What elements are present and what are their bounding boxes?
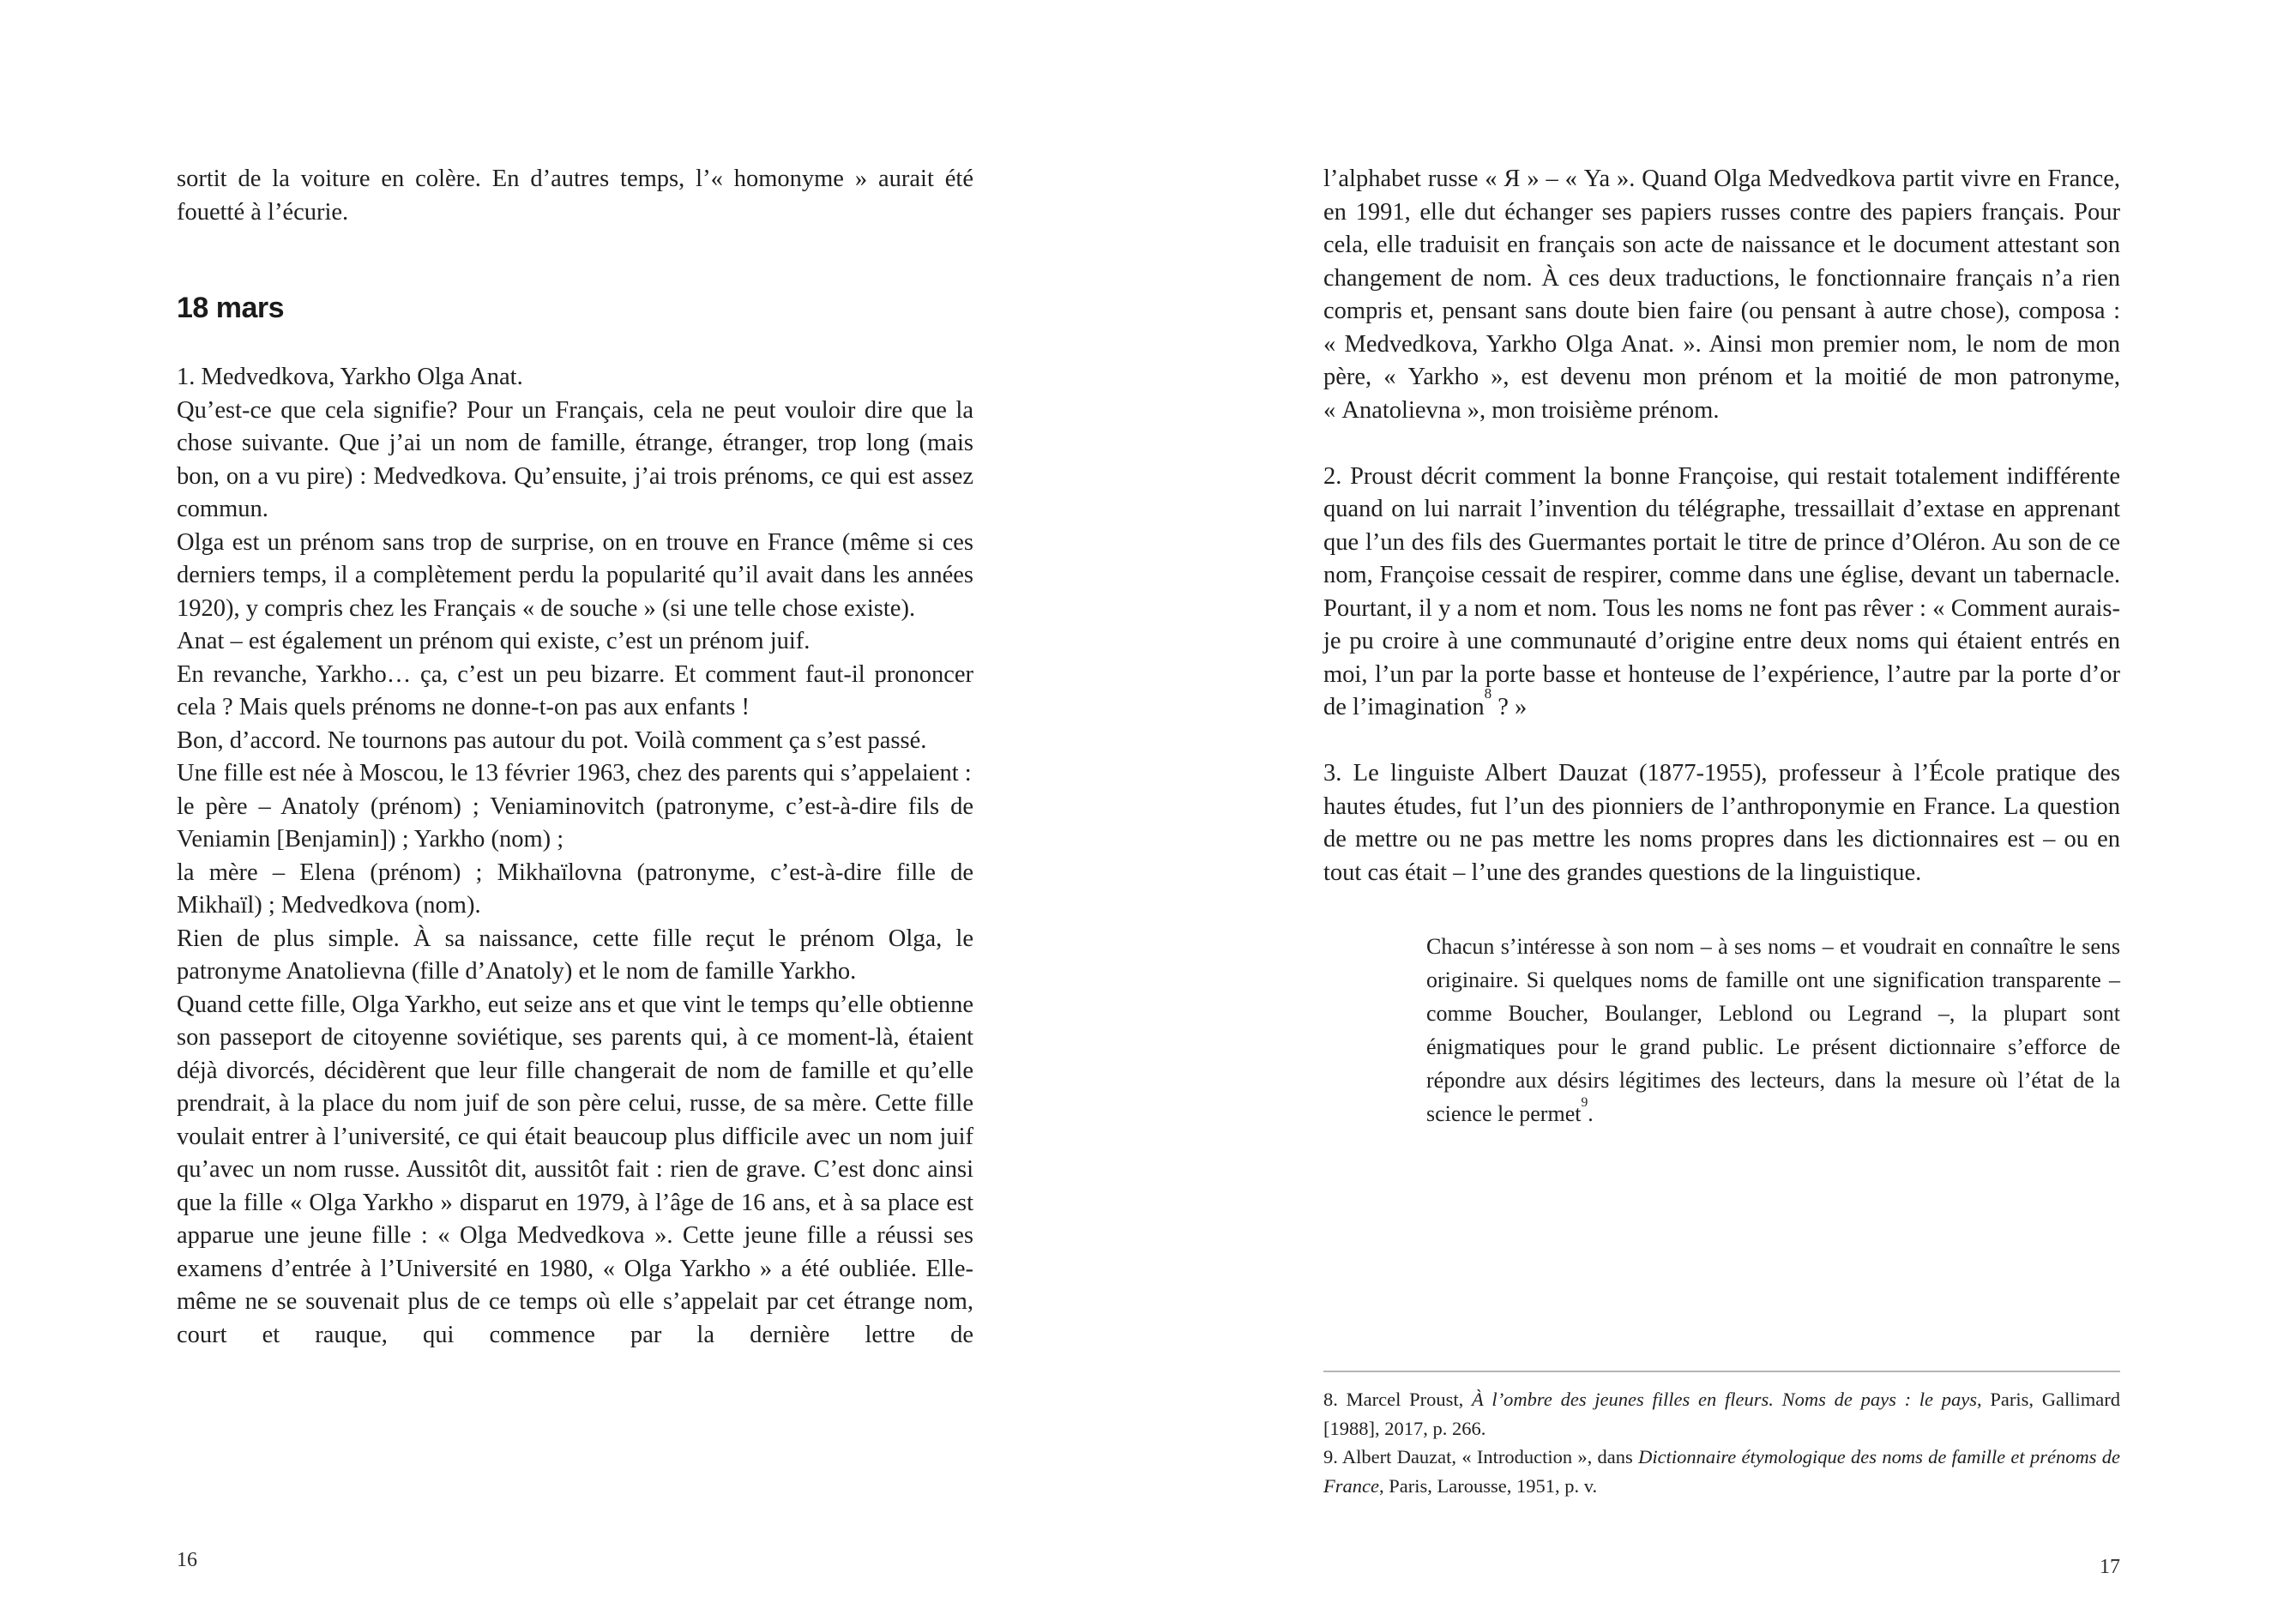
body-paragraph: 1. Medvedkova, Yarkho Olga Anat. — [177, 364, 523, 390]
quote-text: . — [1588, 1101, 1594, 1126]
page-right — [1323, 163, 2120, 1497]
body-paragraph: Rien de plus simple. À sa naissance, cette fille reçut le prénom Olga, le patronyme Anatolievna (fille d’Anatoly) et le nom de famille Yarkho. — [177, 925, 973, 985]
page-number-right: 17 — [2100, 1556, 2120, 1578]
body-paragraph: Une fille est née à Moscou, le 13 février 1963, chez des parents qui s’appelaient : — [177, 760, 972, 786]
footnote-title: Dictionnaire étymologique des noms de famille et prénoms de France — [1323, 1446, 2120, 1497]
body-paragraph — [1323, 461, 2120, 725]
quote-text: Chacun s’intéresse à son nom – à ses noms – et voudrait en connaître le sens originaire. Si quelques noms de famille ont une signification transparente – comme Boucher, Boulanger, Leblond ou Legrand –, la plupart sont énigmatiques pour le grand public. Le présent dictionnaire s’efforce de répondre aux désirs légitimes des lecteurs, dans la mesure où l’état de la science le permet — [1426, 934, 2120, 1126]
footnotes-block — [1323, 1371, 2120, 1500]
section-heading: 18 mars — [177, 292, 285, 324]
block-quote — [1426, 930, 2120, 1130]
body-paragraph: Qu’est-ce que cela signifie? Pour un Français, cela ne peut vouloir dire que la chose suivante. Que j’ai un nom de famille, étrange, étranger, trop long (mais bon, on a vu pire) : Medvedkova. Qu’ensuite, j’ai trois prénoms, ce qui est assez commun. — [177, 396, 973, 522]
paragraph-gap — [1323, 725, 2120, 758]
page-number-left: 16 — [177, 1549, 197, 1571]
footnote-tail: , Paris, Gallimard [1988], 2017, p. 266. — [1323, 1389, 2120, 1439]
footnote — [1323, 1385, 2120, 1443]
paragraph-gap — [1323, 427, 2120, 461]
paragraph-text: 2. Proust décrit comment la bonne Françoise, qui restait totalement indifférente quand on lui narrait l’invention du télégraphe, tressaillait d’extase en apprenant que l’un des fils des Guermantes portait le titre de prince d’Oléron. Au son de ce nom, Françoise cessait de respirer, comme dans une église, devant un tabernacle. Pourtant, il y a nom et nom. Tous les noms ne font pas rêver : « Comment aurais-je pu croire à une communauté d’origine entre deux noms qui étaient entrés en moi, l’un par la porte basse et honteuse de l’expérience, l’autre par la porte d’or de l’imagination — [1323, 462, 2120, 720]
footnote — [1323, 1443, 2120, 1500]
footnote-ref-9: 9 — [1581, 1094, 1588, 1110]
body-paragraph: l’alphabet russe « Я » – « Ya ». Quand Olga Medvedkova partit vivre en France, en 1991, elle dut échanger ses papiers russes contre des papiers français. Pour cela, elle traduisit en français son acte de naissance et le document attestant son changement de nom. À ces deux traductions, le fonctionnaire français n’a rien compris et, pensant sans doute bien faire (ou pensant à autre chose), composa : « Medvedkova, Yarkho Olga Anat. ». Ainsi mon premier nom, le nom de mon père, « Yarkho », est devenu mon prénom et la moitié de mon patronyme, « Anatolievna », mon troisième prénom. — [1323, 166, 2120, 424]
paragraph-text: ? » — [1491, 694, 1528, 720]
body-paragraph: 3. Le linguiste Albert Dauzat (1877-1955), professeur à l’École pratique des hautes études, fut l’un des pionniers de l’anthroponymie en France. La question de mettre ou ne pas mettre les noms propres dans les dictionnaires est – ou en tout cas était – l’une des grandes questions de la linguistique. — [1323, 760, 2120, 886]
body-paragraph: le père – Anatoly (prénom) ; Veniaminovitch (patronyme, c’est-à-dire fils de Veniamin [Benjamin]) ; Yarkho (nom) ; — [177, 792, 973, 853]
intro-paragraph: sortit de la voiture en colère. En d’autres temps, l’« homonyme » aurait été fouetté à l’écurie. — [177, 166, 973, 226]
body-paragraph: la mère – Elena (prénom) ; Mikhaïlovna (patronyme, c’est-à-dire fille de Mikhaïl) ; Medvedkova (nom). — [177, 859, 973, 919]
body-paragraph: Bon, d’accord. Ne tournons pas autour du pot. Voilà comment ça s’est passé. — [177, 726, 927, 754]
footnote-tail: , Paris, Larousse, 1951, p. v. — [1378, 1474, 1598, 1497]
continuation-paragraph: Quand cette fille, Olga Yarkho, eut seize ans et que vint le temps qu’elle obtienne son passeport de citoyenne soviétique, ses parents qui, à ce moment-là, étaient déjà divorcés, décidèrent que leur fille changerait de nom de famille et qu’elle prendrait, à la place du nom juif de son père celui, russe, de sa mère. Cette fille voulait entrer à l’université, ce qui était beaucoup plus difficile avec un nom juif qu’avec un nom russe. Aussitôt dit, aussitôt fait : rien de grave. C’est donc ainsi que la fille « Olga Yarkho » disparut en 1979, à l’âge de 16 ans, et à sa place est apparue une jeune fille : « Olga Medvedkova ». Cette jeune fille a réussi ses examens d’entrée à l’Université en 1980, « Olga Yarkho » a été oubliée. Elle-même ne se souvenait plus de ce temps où elle s’appelait par cet étrange nom, court et rauque, qui commence par la dernière lettre de — [177, 991, 973, 1348]
body-paragraph: Olga est un prénom sans trop de surprise, on en trouve en France (même si ces derniers temps, il a complètement perdu la popularité qu’il avait dans les années 1920), y compris chez les Français « de souche » (si une telle chose existe). — [177, 528, 973, 622]
footnote-title: À l’ombre des jeunes filles en fleurs. Noms de pays : le pays — [1471, 1389, 1978, 1410]
footnote-ref-8: 8 — [1484, 684, 1492, 702]
page-left — [177, 163, 973, 1352]
footnote-label: 9. Albert Dauzat, « Introduction », dans — [1323, 1446, 1639, 1467]
footnote-label: 8. Marcel Proust, — [1323, 1389, 1472, 1410]
body-paragraph: Anat – est également un prénom qui existe, c’est un prénom juif. — [177, 628, 811, 654]
body-paragraph: En revanche, Yarkho… ça, c’est un peu bizarre. Et comment faut-il prononcer cela ? Mais quels prénoms ne donne-t-on pas aux enfants ! — [177, 660, 973, 720]
